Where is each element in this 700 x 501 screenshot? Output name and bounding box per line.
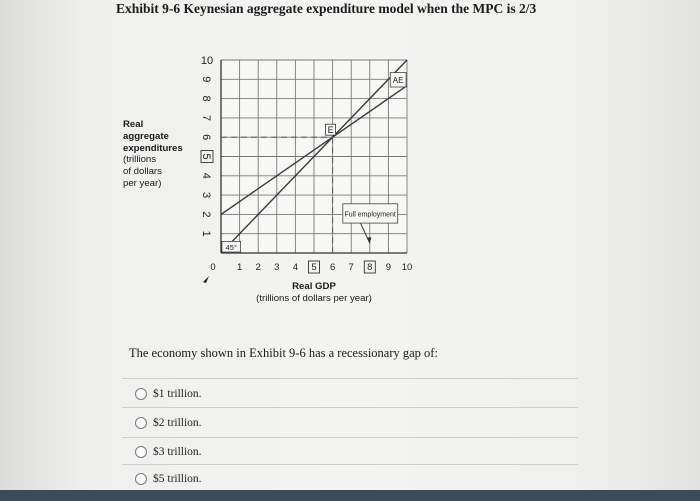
divider — [122, 407, 578, 408]
answer-option-label: $1 trillion. — [153, 388, 202, 400]
x-tick-label: 8 — [367, 262, 373, 273]
y-tick-label: 1 — [200, 230, 212, 237]
y-axis-label-line: (trillions — [123, 154, 157, 166]
x-tick-label: 1 — [236, 262, 243, 273]
divider — [122, 464, 578, 465]
divider — [122, 437, 578, 438]
y-axis-label-line: per year) — [123, 177, 162, 189]
question-text: The economy shown in Exhibit 9-6 has a recessionary gap of: — [129, 346, 438, 360]
x-tick-label: 10 — [401, 262, 413, 273]
ae-label: AE — [392, 76, 404, 86]
answer-option-label: $5 trillion. — [153, 473, 202, 485]
y-tick-label: 10 — [200, 55, 214, 67]
answer-option-3[interactable] — [135, 444, 202, 460]
x-axis-label-line: (trillions of dollars per year) — [256, 293, 372, 304]
y-axis-label-line: of dollars — [123, 166, 162, 178]
radio-button[interactable] — [135, 388, 147, 400]
y-axis-label-line: Real — [123, 119, 144, 130]
page-title: Exhibit 9-6 Keynesian aggregate expenditure model when the MPC is 2/3 — [116, 1, 537, 16]
y-tick-label: 5 — [200, 153, 212, 160]
y-tick-label: 2 — [200, 211, 212, 218]
x-tick-label: 5 — [311, 262, 317, 273]
x-axis-label — [244, 281, 384, 305]
x-axis-label-line: Real GDP — [292, 281, 336, 292]
answer-option-label: $3 trillion. — [153, 446, 202, 458]
answer-option-label: $2 trillion. — [153, 417, 202, 429]
divider — [122, 378, 578, 379]
origin-arrow-icon — [203, 276, 209, 283]
answer-option-4[interactable] — [135, 471, 202, 487]
x-tick-label: 9 — [385, 262, 392, 273]
answer-option-2[interactable] — [135, 415, 202, 431]
y-axis-label-line: aggregate — [123, 130, 169, 142]
x-tick-label: 2 — [255, 262, 261, 273]
taskbar — [0, 490, 700, 501]
answer-option-1[interactable] — [135, 386, 202, 402]
x-tick-label: 3 — [274, 262, 280, 273]
y-tick-label: 9 — [200, 76, 212, 83]
full-employment-label: Full employment — [344, 211, 396, 219]
origin-label: 0 — [210, 262, 216, 273]
equilibrium-label: E — [327, 125, 334, 136]
radio-button[interactable] — [135, 417, 147, 429]
y-tick-label: 8 — [200, 95, 212, 102]
y-axis-label-line: expenditures — [123, 142, 183, 154]
degree-label: 45° — [225, 243, 237, 253]
x-tick-label: 6 — [329, 262, 336, 273]
x-tick-label: 4 — [292, 262, 299, 273]
x-tick-label: 7 — [348, 262, 354, 273]
y-tick-label: 3 — [200, 192, 212, 199]
y-tick-label: 7 — [200, 114, 212, 121]
radio-button[interactable] — [135, 473, 147, 485]
radio-button[interactable] — [135, 446, 147, 458]
y-tick-label: 4 — [200, 172, 212, 179]
y-tick-label: 6 — [200, 134, 212, 141]
